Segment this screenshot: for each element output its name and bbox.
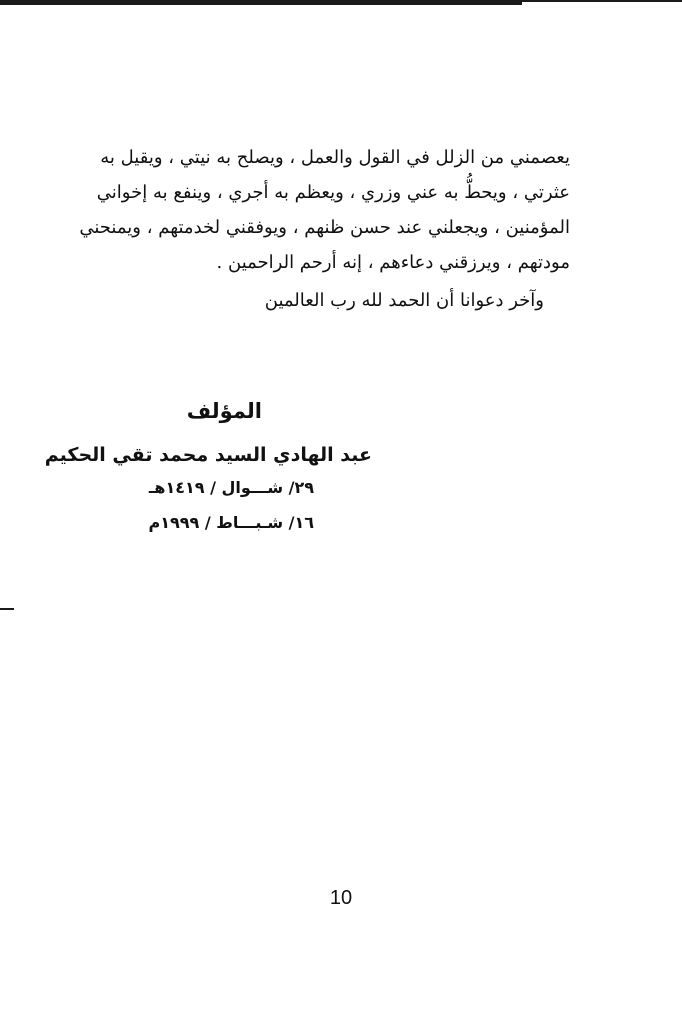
date-hijri: ٢٩/ شـــوال / ١٤١٩هـ [148,478,314,497]
author-label: المؤلف [186,399,262,423]
paragraph-line: يعصمني من الزلل في القول والعمل ، ويصلح به نيتي ، ويقيل به [100,147,570,168]
paragraph-line: مودتهم ، ويرزقني دعاءهم ، إنه أرحم الراحمين . [216,252,570,273]
top-border-rule-thin [522,0,682,2]
page-number: 10 [329,887,353,909]
top-border-rule [0,0,522,5]
paragraph-line: عثرتي ، ويحطُّ به عني وزري ، ويعظم به أجري ، وينفع به إخواني [96,182,570,203]
author-name: عبد الهادي السيد محمد تقي الحكيم [44,444,372,466]
date-gregorian: ١٦/ شـبـــاط / ١٩٩٩م [148,513,314,532]
closing-prayer: وآخر دعوانا أن الحمد لله رب العالمين [264,290,544,311]
margin-mark [0,608,14,610]
paragraph-line: المؤمنين ، ويجعلني عند حسن ظنهم ، ويوفقني لخدمتهم ، ويمنحني [79,217,570,238]
main-paragraph [74,140,570,280]
